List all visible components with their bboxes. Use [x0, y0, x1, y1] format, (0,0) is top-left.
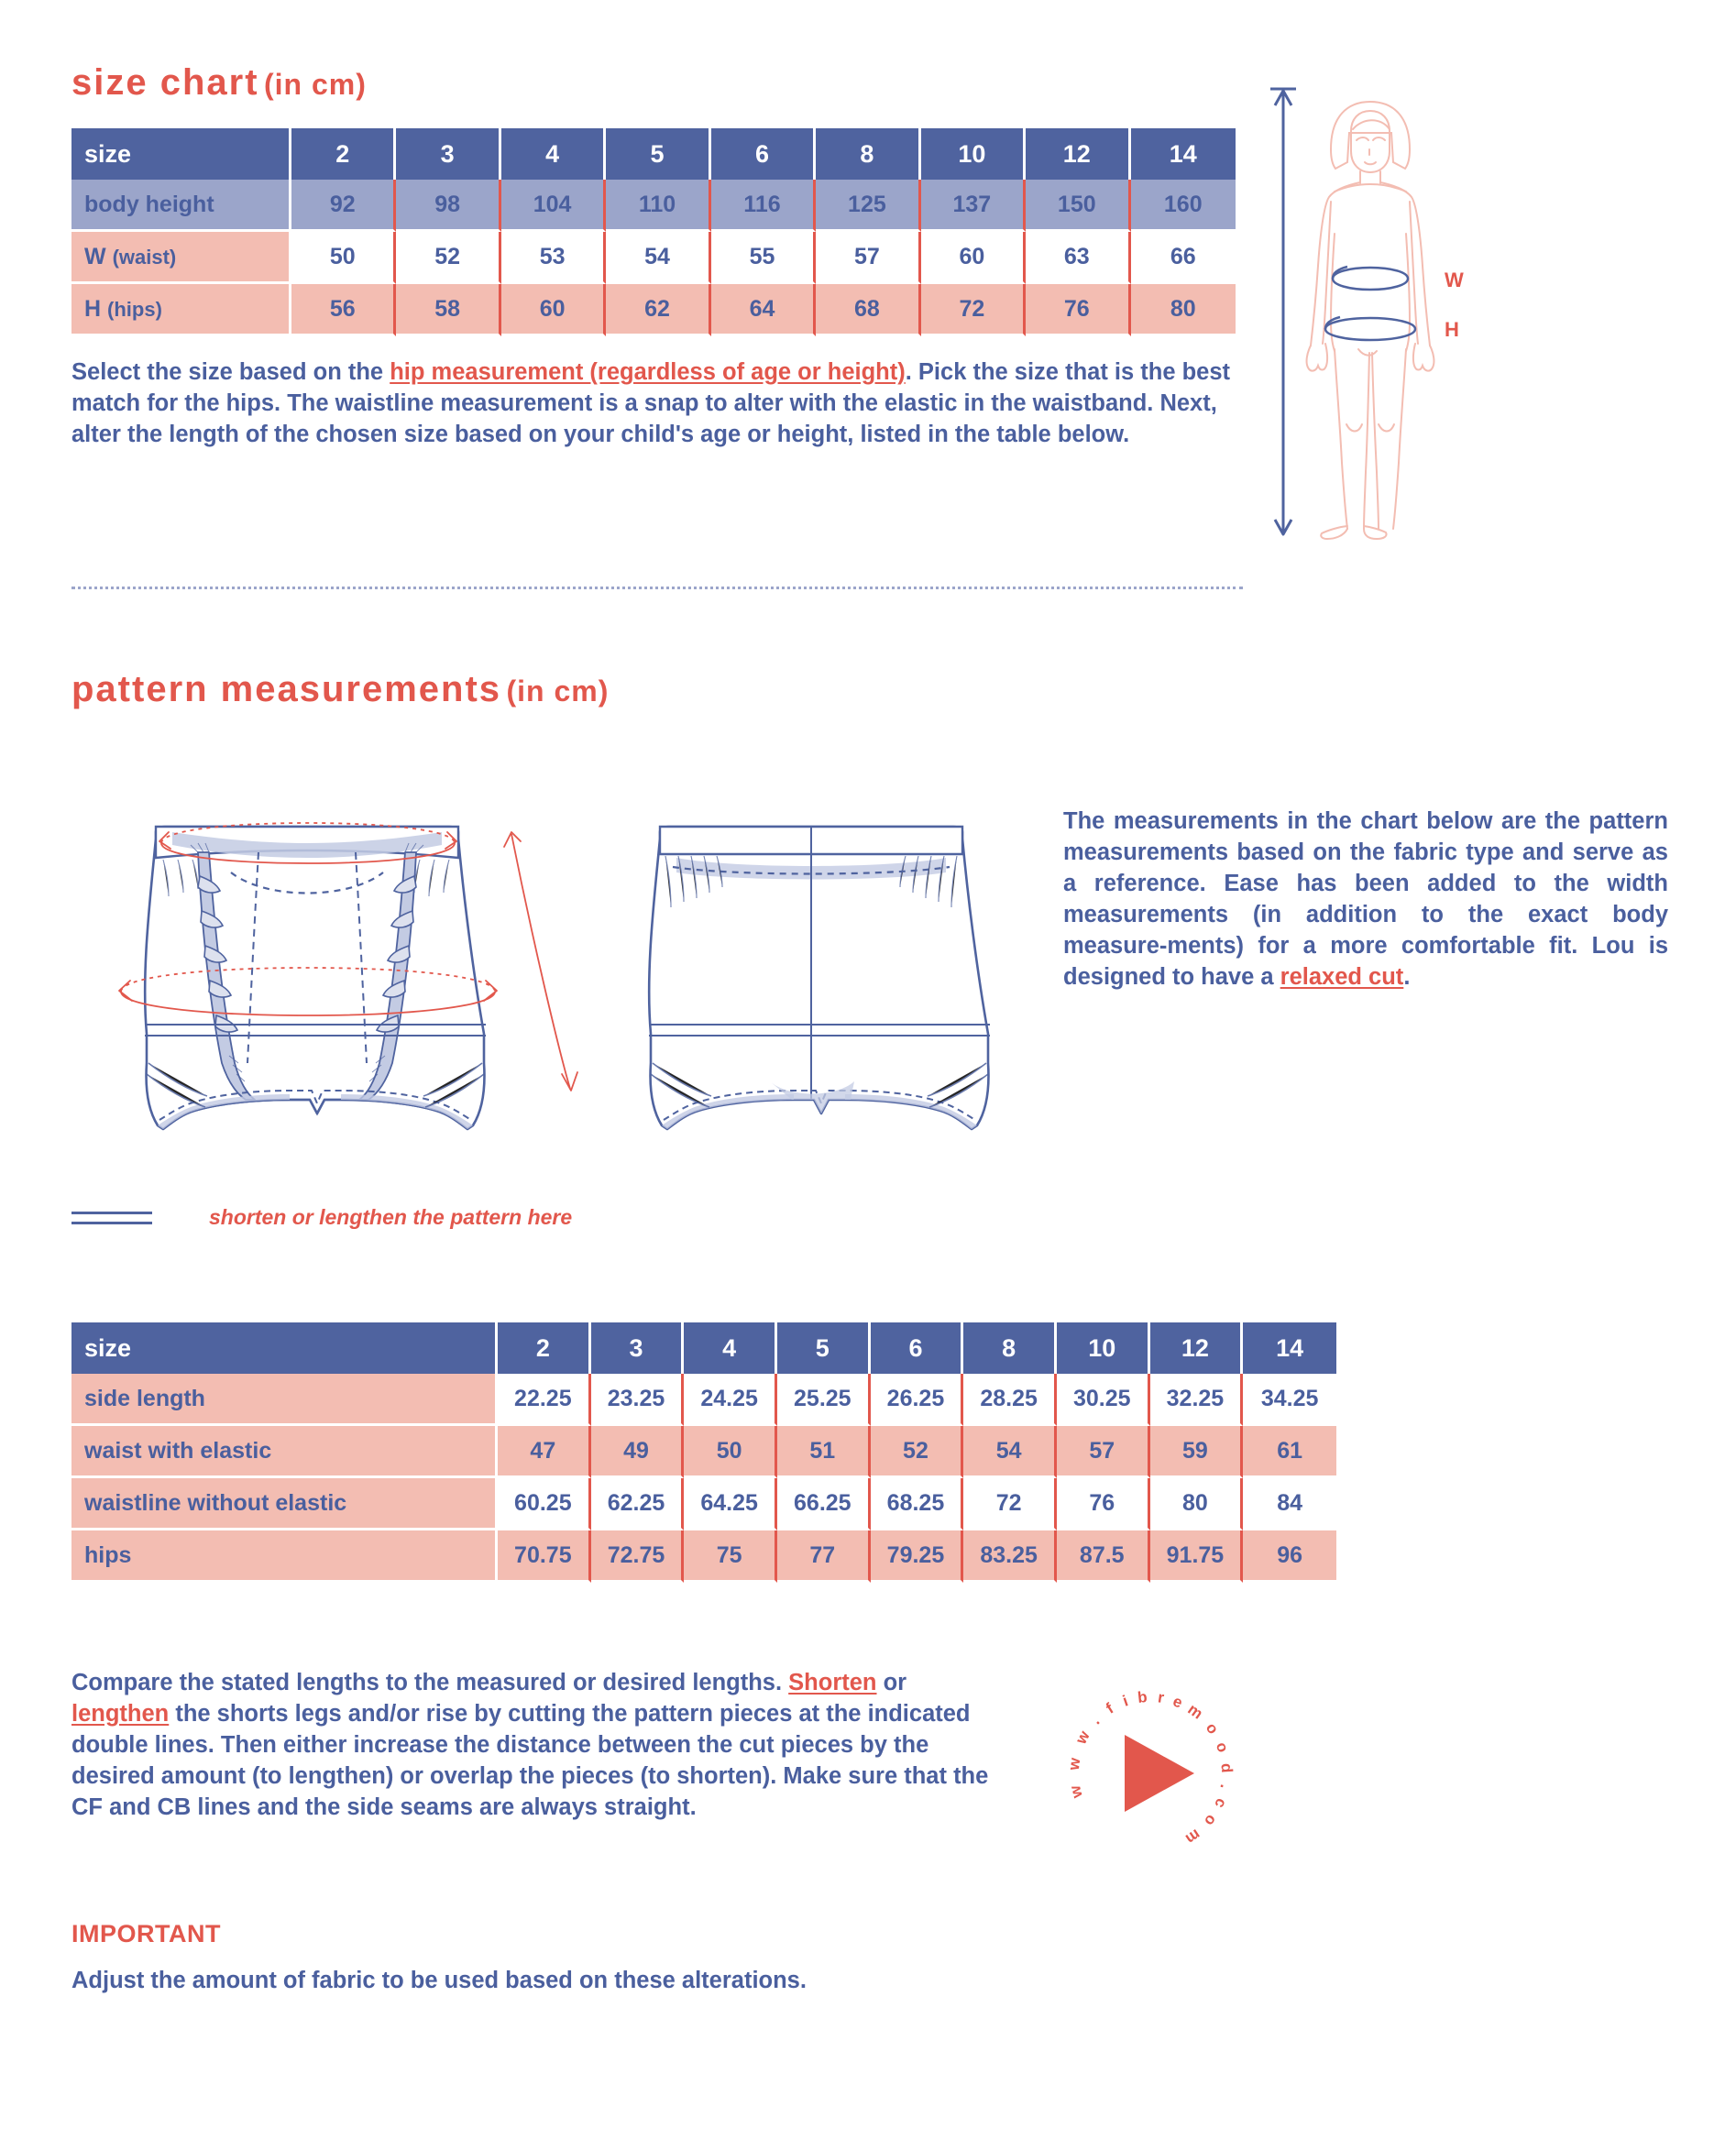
header-size-label: size — [71, 128, 291, 180]
cell-pattern-hips-12: 91.75 — [1150, 1530, 1244, 1583]
svg-text:d: d — [1217, 1762, 1236, 1774]
cell-body-height-3: 98 — [396, 180, 500, 232]
cell-body-height-12: 150 — [1026, 180, 1130, 232]
header-size-3: 3 — [396, 128, 500, 180]
size-chart-title: size chart — [71, 62, 259, 103]
side-length-indicator — [504, 832, 577, 1091]
pm-header-size-4: 4 — [684, 1322, 777, 1374]
header-size-6: 6 — [711, 128, 816, 180]
svg-text:w: w — [1071, 1728, 1093, 1748]
cell-side-length-3: 23.25 — [591, 1374, 685, 1426]
pm-header-size-8: 8 — [963, 1322, 1057, 1374]
cell-waist-12: 63 — [1026, 232, 1130, 284]
cell-waistline-8: 72 — [963, 1478, 1057, 1530]
size-chart-unit: (in cm) — [263, 68, 367, 101]
row-label-waist-letter: W — [84, 243, 106, 269]
header-size-14: 14 — [1131, 128, 1236, 180]
cell-waist-10: 60 — [921, 232, 1026, 284]
row-label-waist-sub: (waist) — [112, 245, 177, 269]
cell-waist-3: 52 — [396, 232, 500, 284]
table-row-body-height — [71, 180, 1236, 232]
cell-waist-elastic-8: 54 — [963, 1426, 1057, 1478]
pm-header-size-2: 2 — [498, 1322, 591, 1374]
cell-waistline-2: 60.25 — [498, 1478, 591, 1530]
table-row-waistline-without-elastic — [71, 1478, 1336, 1530]
svg-text:o: o — [1212, 1739, 1233, 1755]
row-label-hips-letter: H — [84, 295, 102, 322]
cell-body-height-5: 110 — [606, 180, 710, 232]
cell-hips-3: 58 — [396, 284, 500, 336]
svg-text:m: m — [1182, 1826, 1204, 1848]
cell-hips-2: 56 — [291, 284, 396, 336]
cell-waist-elastic-6: 52 — [871, 1426, 964, 1478]
cell-side-length-5: 25.25 — [777, 1374, 871, 1426]
cell-waist-elastic-5: 51 — [777, 1426, 871, 1478]
size-selection-note — [71, 357, 1249, 451]
header-size-2: 2 — [291, 128, 396, 180]
cell-side-length-6: 26.25 — [871, 1374, 964, 1426]
cell-pattern-hips-10: 87.5 — [1057, 1530, 1150, 1583]
row-label-waistline-without-elastic: waistline without elastic — [71, 1478, 498, 1530]
technical-flat-drawings — [92, 788, 1036, 1155]
svg-text:r: r — [1157, 1688, 1166, 1707]
pm-header-size-label: size — [71, 1322, 498, 1374]
cell-waistline-14: 84 — [1243, 1478, 1336, 1530]
header-size-10: 10 — [921, 128, 1026, 180]
pm-header-size-14: 14 — [1243, 1322, 1336, 1374]
note-highlight: hip measurement (regardless of age or height) — [390, 359, 906, 385]
fibremood-logo-svg[interactable] — [1059, 1682, 1242, 1865]
cell-side-length-4: 24.25 — [684, 1374, 777, 1426]
cell-hips-4: 60 — [501, 284, 606, 336]
pattern-measurements-table — [71, 1322, 1336, 1583]
table-row-pattern-hips — [71, 1530, 1336, 1583]
section-divider — [71, 587, 1243, 589]
shorts-front-view — [119, 823, 577, 1129]
cell-waistline-10: 76 — [1057, 1478, 1150, 1530]
note-part-2: . Pick the size that is the best match for the hips. The waistline measurement is a snap to alter with the elastic in the waistband. Next, alter the length of the chosen size based on your child's age or height, listed in the table below. — [71, 359, 1231, 447]
alterations-part-1: Compare the stated lengths to the measured or desired lengths. — [71, 1670, 789, 1695]
alterations-mid: or — [876, 1670, 907, 1695]
size-chart-table-element — [71, 128, 1236, 336]
cell-hips-10: 72 — [921, 284, 1026, 336]
table-row-side-length — [71, 1374, 1336, 1426]
shorten-lengthen-legend — [71, 1205, 572, 1230]
cell-side-length-14: 34.25 — [1243, 1374, 1336, 1426]
height-arrow-icon — [1270, 89, 1296, 534]
row-label-waist — [71, 232, 291, 284]
cell-waist-elastic-12: 59 — [1150, 1426, 1244, 1478]
cell-body-height-2: 92 — [291, 180, 396, 232]
cell-body-height-10: 137 — [921, 180, 1026, 232]
size-chart-table — [71, 128, 1236, 336]
row-label-body-height: body height — [71, 180, 291, 232]
svg-text:m: m — [1184, 1700, 1206, 1723]
cell-pattern-hips-6: 79.25 — [871, 1530, 964, 1583]
table-row-waist — [71, 232, 1236, 284]
pattern-measurements-title: pattern measurements — [71, 669, 502, 709]
cell-waist-6: 55 — [711, 232, 816, 284]
hip-measurement-ellipse — [1325, 317, 1415, 340]
svg-text:e: e — [1170, 1692, 1185, 1712]
cell-waist-8: 57 — [816, 232, 920, 284]
cell-pattern-hips-3: 72.75 — [591, 1530, 685, 1583]
svg-text:.: . — [1216, 1782, 1235, 1791]
row-label-pattern-hips: hips — [71, 1530, 498, 1583]
svg-text:f: f — [1103, 1699, 1117, 1717]
cell-waist-2: 50 — [291, 232, 396, 284]
cell-pattern-hips-2: 70.75 — [498, 1530, 591, 1583]
pm-header-size-10: 10 — [1057, 1322, 1150, 1374]
svg-text:w: w — [1066, 1783, 1086, 1800]
cell-waist-elastic-10: 57 — [1057, 1426, 1150, 1478]
table-row-hips — [71, 284, 1236, 336]
body-measurement-figure — [1256, 78, 1485, 545]
pm-header-size-3: 3 — [591, 1322, 685, 1374]
cell-pattern-hips-5: 77 — [777, 1530, 871, 1583]
double-line-icon — [71, 1212, 152, 1224]
cell-side-length-12: 32.25 — [1150, 1374, 1244, 1426]
svg-text:i: i — [1120, 1692, 1131, 1710]
cell-side-length-10: 30.25 — [1057, 1374, 1150, 1426]
size-chart-heading — [71, 62, 367, 104]
alterations-highlight-shorten: Shorten — [788, 1670, 877, 1695]
header-size-12: 12 — [1026, 128, 1130, 180]
cell-side-length-2: 22.25 — [498, 1374, 591, 1426]
child-body-outline — [1307, 102, 1434, 539]
row-label-side-length: side length — [71, 1374, 498, 1426]
header-size-8: 8 — [816, 128, 920, 180]
pattern-measurements-intro — [1063, 806, 1668, 993]
svg-text:.: . — [1087, 1712, 1104, 1728]
table-header-row — [71, 1322, 1336, 1374]
shorts-back-view — [649, 827, 990, 1129]
cell-hips-12: 76 — [1026, 284, 1130, 336]
pm-header-size-6: 6 — [871, 1322, 964, 1374]
cell-waistline-5: 66.25 — [777, 1478, 871, 1530]
pattern-measurements-table-element — [71, 1322, 1336, 1583]
alterations-instructions — [71, 1668, 1006, 1824]
header-size-5: 5 — [606, 128, 710, 180]
cell-body-height-6: 116 — [711, 180, 816, 232]
svg-text:o: o — [1202, 1719, 1223, 1738]
pattern-measurements-unit: (in cm) — [506, 675, 610, 708]
note-part-1: Select the size based on the — [71, 359, 390, 385]
hip-marker-label: H — [1445, 318, 1459, 341]
cell-waistline-6: 68.25 — [871, 1478, 964, 1530]
svg-text:w: w — [1064, 1757, 1084, 1772]
svg-text:o: o — [1201, 1811, 1221, 1830]
row-label-hips — [71, 284, 291, 336]
cell-hips-14: 80 — [1131, 284, 1236, 336]
svg-text:c: c — [1211, 1795, 1231, 1811]
waist-marker-label: W — [1445, 269, 1464, 291]
cell-hips-5: 62 — [606, 284, 710, 336]
intro-part-1: The measurements in the chart below are the pattern measurements based on the fabric type and serve as a reference. Ease has been added to the width measurements (in addition to the exact body measure-ments) for a more comfortable fit. Lou is designed to have a — [1063, 808, 1668, 990]
cell-body-height-8: 125 — [816, 180, 920, 232]
cell-waist-elastic-14: 61 — [1243, 1426, 1336, 1478]
important-heading: IMPORTANT — [71, 1920, 221, 1947]
legend-label: shorten or lengthen the pattern here — [209, 1205, 573, 1229]
pm-header-size-12: 12 — [1150, 1322, 1244, 1374]
cell-waist-elastic-2: 47 — [498, 1426, 591, 1478]
cell-body-height-14: 160 — [1131, 180, 1236, 232]
pm-header-size-5: 5 — [777, 1322, 871, 1374]
intro-part-2: . — [1403, 963, 1411, 990]
table-row-waist-with-elastic — [71, 1426, 1336, 1478]
cell-waistline-4: 64.25 — [684, 1478, 777, 1530]
row-label-waist-with-elastic: waist with elastic — [71, 1426, 498, 1478]
cell-waist-elastic-3: 49 — [591, 1426, 685, 1478]
cell-waistline-12: 80 — [1150, 1478, 1244, 1530]
waist-measurement-ellipse — [1333, 267, 1408, 290]
pattern-measurements-heading — [71, 669, 609, 710]
cell-waist-14: 66 — [1131, 232, 1236, 284]
header-size-4: 4 — [501, 128, 606, 180]
intro-highlight: relaxed cut — [1280, 963, 1404, 990]
play-triangle-icon — [1125, 1735, 1194, 1812]
cell-pattern-hips-8: 83.25 — [963, 1530, 1057, 1583]
cell-hips-6: 64 — [711, 284, 816, 336]
body-figure-svg — [1256, 78, 1485, 545]
cell-waist-elastic-4: 50 — [684, 1426, 777, 1478]
cell-side-length-8: 28.25 — [963, 1374, 1057, 1426]
cell-pattern-hips-4: 75 — [684, 1530, 777, 1583]
row-label-hips-sub: (hips) — [107, 297, 162, 321]
alterations-part-2: the shorts legs and/or rise by cutting the pattern pieces at the indicated double lines. Then either increase the distance between the cut pieces by the desired amount (to lengthen) or overlap the pieces (to shorten). Make sure that the CF and CB lines and the side seams are always straight. — [71, 1700, 989, 1820]
cell-waist-4: 53 — [501, 232, 606, 284]
cell-body-height-4: 104 — [501, 180, 606, 232]
cell-waist-5: 54 — [606, 232, 710, 284]
cell-pattern-hips-14: 96 — [1243, 1530, 1336, 1583]
cell-waistline-3: 62.25 — [591, 1478, 685, 1530]
important-body: Adjust the amount of fabric to be used based on these alterations. — [71, 1968, 807, 1993]
shorts-flats-svg — [92, 788, 1036, 1155]
svg-text:b: b — [1137, 1687, 1148, 1706]
fibremood-logo[interactable] — [1059, 1682, 1242, 1865]
alterations-highlight-lengthen: lengthen — [71, 1700, 170, 1727]
cell-hips-8: 68 — [816, 284, 920, 336]
table-header-row — [71, 128, 1236, 180]
